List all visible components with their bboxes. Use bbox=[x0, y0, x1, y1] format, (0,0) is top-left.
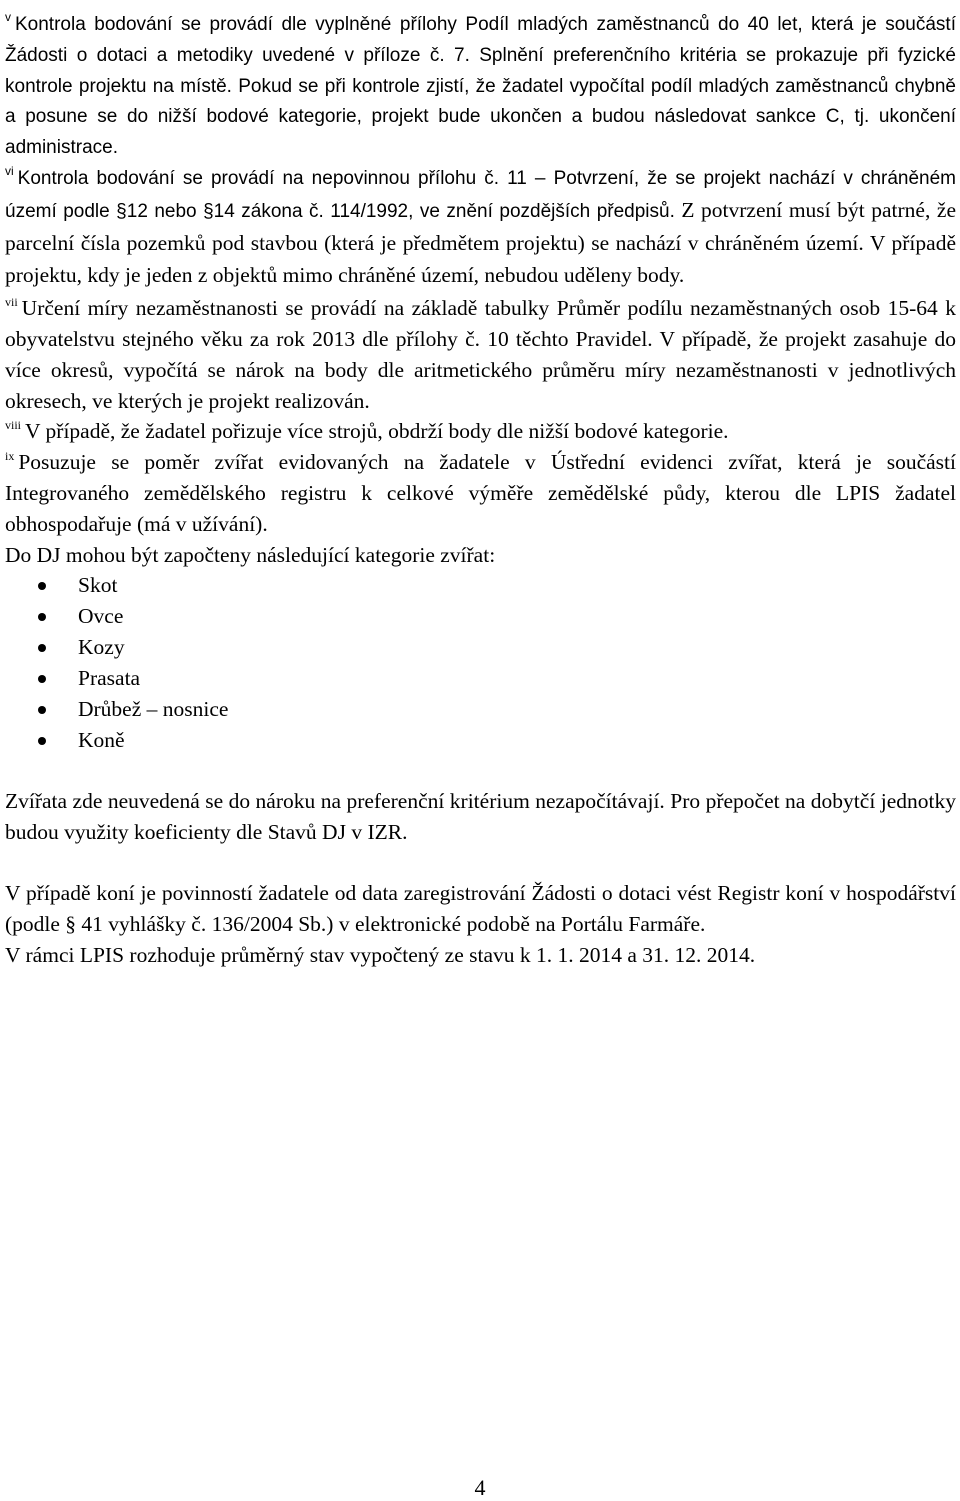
footnote-viii bbox=[5, 416, 956, 447]
categories-intro: Do DJ mohou být započteny následující kategorie zvířat: bbox=[5, 542, 496, 567]
footnote-ix bbox=[5, 447, 956, 539]
document-page bbox=[5, 10, 956, 970]
footnote-marker-vii: vii bbox=[5, 295, 18, 310]
footnote-marker-ix: ix bbox=[5, 449, 15, 464]
paragraph-not-listed: Zvířata zde neuvedená se do nároku na preferenční kritérium nezapočítávají. Pro přepočet na dobytčí jednotky budou využity koeficienty dle Stavů DJ v IZR. bbox=[5, 789, 956, 845]
list-item-label: Skot bbox=[78, 573, 118, 598]
footnote-v-text: Kontrola bodování se provádí dle vyplněné přílohy Podíl mladých zaměstnanců do 40 let, která je součástí Žádosti o dotaci a metodiky uvedené v příloze č. 7. Splnění preferenčního kritéria se prokazuje při fyzické kontrole projektu na místě. Pokud se při kontrole zjistí, že žadatel vypočítal podíl mladých zaměstnanců chybně a posune se do nižší bodové kategorie, projekt bude ukončen a budou následovat sankce C, tj. ukončení administrace. bbox=[5, 14, 956, 159]
paragraph-horses: V případě koní je povinností žadatele od data zaregistrování Žádosti o dotaci vést Registr koní v hospodářství (podle § 41 vyhlášky č. 136/2004 Sb.) v elektronické podobě na Portálu Farmáře. bbox=[5, 880, 956, 936]
footnote-vi-text-cont: Z potvrzení musí být patrné, že parcelní čísla pozemků pod stavbou (která je předmětem projektu) se nachází v chráněném území. V případě projektu, kdy je jeden z objektů mimo chráněné území, nebudou uděleny body. bbox=[5, 197, 957, 288]
list-item-label: Prasata bbox=[78, 666, 141, 691]
bullet-icon bbox=[38, 675, 46, 683]
list-item bbox=[5, 570, 956, 601]
bullet-icon bbox=[38, 582, 46, 590]
footnote-ix-text: Posuzuje se poměr zvířat evidovaných na žadatele v Ústřední evidenci zvířat, která je součástí Integrovaného zemědělského registru k celkové výměře zemědělské půdy, kterou dle LPIS žadatel obhospodařuje (má v užívání). bbox=[5, 450, 956, 536]
footnote-vii bbox=[5, 293, 956, 416]
spacer bbox=[5, 848, 956, 878]
bullet-icon bbox=[38, 613, 46, 621]
list-item bbox=[5, 694, 956, 725]
list-item bbox=[5, 663, 956, 694]
bullet-icon bbox=[38, 644, 46, 652]
footnote-marker-viii: viii bbox=[5, 418, 22, 433]
footnote-viii-text: V případě, že žadatel pořizuje více strojů, obdrží body dle nižší bodové kategorie. bbox=[25, 419, 729, 444]
list-item-label: Drůbež – nosnice bbox=[78, 697, 229, 722]
page-number: 4 bbox=[474, 1475, 486, 1500]
paragraph-lpis: V rámci LPIS rozhoduje průměrný stav vypočtený ze stavu k 1. 1. 2014 a 31. 12. 2014. bbox=[5, 942, 756, 967]
footnote-v bbox=[5, 10, 956, 164]
footnote-vii-text: Určení míry nezaměstnanosti se provádí na základě tabulky Průměr podílu nezaměstnaných osob 15-64 k obyvatelstvu stejného věku za rok 2013 dle přílohy č. 10 těchto Pravidel. V případě, že projekt zasahuje do více okresů, vypočítá se nárok na body dle aritmetického průměru míry nezaměstnanosti v jednotlivých okresech, ve kterých je projekt realizován. bbox=[5, 296, 956, 413]
list-item-label: Koně bbox=[78, 728, 125, 753]
footnote-marker-v: v bbox=[5, 10, 11, 24]
animal-category-list bbox=[5, 570, 956, 756]
spacer bbox=[5, 756, 956, 786]
footnote-vi-text: Kontrola bodování se provádí na nepovinnou přílohu č. 11 – Potvrzení, že se projekt nachází v chráněném území podle §12 nebo §14 zákona č. 114/1992, ve znění pozdějších předpisů. bbox=[5, 167, 956, 222]
footnote-vi bbox=[5, 164, 956, 293]
list-item-label: Ovce bbox=[78, 604, 124, 629]
list-item bbox=[5, 632, 956, 663]
bullet-icon bbox=[38, 737, 46, 745]
footnote-marker-vi: vi bbox=[5, 163, 14, 178]
bullet-icon bbox=[38, 706, 46, 714]
list-item bbox=[5, 601, 956, 632]
list-item-label: Kozy bbox=[78, 635, 125, 660]
list-item bbox=[5, 725, 956, 756]
